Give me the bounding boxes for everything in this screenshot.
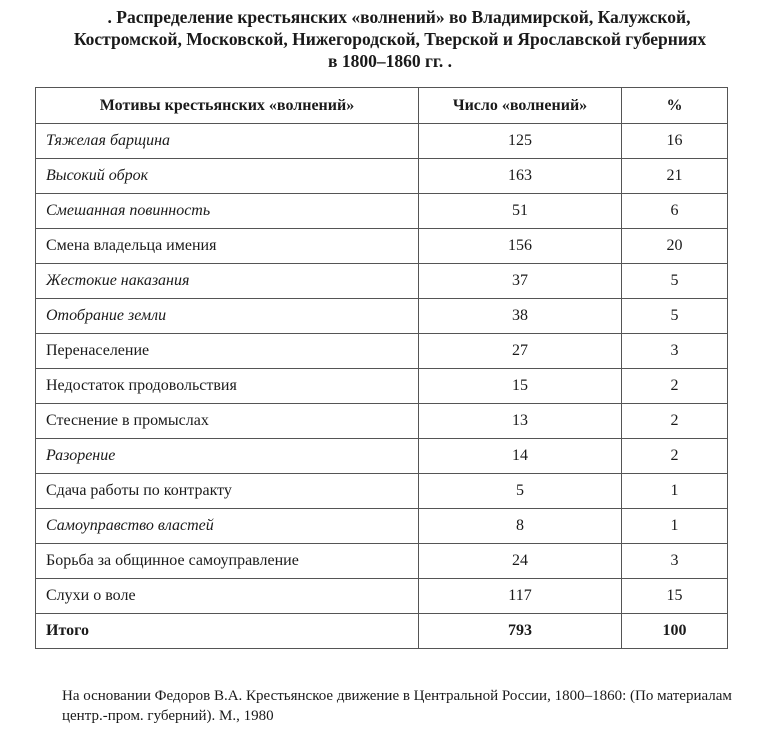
header-row (36, 88, 728, 124)
motive-cell: Борьба за общинное самоуправление (36, 544, 419, 579)
percent-cell: 1 (622, 474, 728, 509)
percent-cell: 21 (622, 159, 728, 194)
header-count: Число «волнений» (419, 88, 622, 124)
table-row (36, 159, 728, 194)
count-cell: 117 (419, 579, 622, 614)
count-cell: 8 (419, 509, 622, 544)
source-note: На основании Федоров В.А. Крестьянское движение в Центральной России, 1800–1860: (По материалам центр.-пром. губерний). М., 1980 (62, 688, 732, 724)
count-cell: 27 (419, 334, 622, 369)
table-row (36, 369, 728, 404)
percent-cell: 16 (622, 124, 728, 159)
motive-cell: Жестокие наказания (36, 264, 419, 299)
table-row (36, 474, 728, 509)
motive-cell: Смена владельца имения (36, 229, 419, 264)
table-row (36, 334, 728, 369)
header-motives: Мотивы крестьянских «волнений» (36, 88, 419, 124)
percent-cell: 3 (622, 544, 728, 579)
motive-cell: Сдача работы по контракту (36, 474, 419, 509)
table-row (36, 229, 728, 264)
count-cell: 14 (419, 439, 622, 474)
percent-cell: 15 (622, 579, 728, 614)
unrest-table (35, 87, 728, 649)
table-row (36, 439, 728, 474)
percent-cell: 3 (622, 334, 728, 369)
motive-cell: Недостаток продовольствия (36, 369, 419, 404)
percent-cell: 2 (622, 439, 728, 474)
motive-cell: Высокий оброк (36, 159, 419, 194)
table-row (36, 404, 728, 439)
percent-cell: 5 (622, 299, 728, 334)
percent-cell: 2 (622, 404, 728, 439)
header-percent: % (622, 88, 728, 124)
motive-cell: Разорение (36, 439, 419, 474)
count-cell: 125 (419, 124, 622, 159)
total-percent-cell: 100 (622, 614, 728, 649)
table-title (40, 6, 740, 72)
total-label-cell: Итого (36, 614, 419, 649)
percent-cell: 2 (622, 369, 728, 404)
motive-cell: Стеснение в промыслах (36, 404, 419, 439)
table-row (36, 299, 728, 334)
motive-cell: Тяжелая барщина (36, 124, 419, 159)
count-cell: 38 (419, 299, 622, 334)
percent-cell: 1 (622, 509, 728, 544)
title-line-3: в 1800–1860 гг. . (328, 51, 452, 71)
count-cell: 37 (419, 264, 622, 299)
table-row (36, 579, 728, 614)
percent-cell: 6 (622, 194, 728, 229)
motive-cell: Слухи о воле (36, 579, 419, 614)
motive-cell: Смешанная повинность (36, 194, 419, 229)
table-row (36, 509, 728, 544)
percent-cell: 5 (622, 264, 728, 299)
title-line-2: Костромской, Московской, Нижегородской, Тверской и Ярославской губерниях (73, 29, 707, 49)
motive-cell: Отобрание земли (36, 299, 419, 334)
motive-cell: Перенаселение (36, 334, 419, 369)
count-cell: 163 (419, 159, 622, 194)
count-cell: 156 (419, 229, 622, 264)
count-cell: 24 (419, 544, 622, 579)
count-cell: 15 (419, 369, 622, 404)
table-row (36, 544, 728, 579)
count-cell: 51 (419, 194, 622, 229)
total-row (36, 614, 728, 649)
percent-cell: 20 (622, 229, 728, 264)
count-cell: 13 (419, 404, 622, 439)
table-row (36, 264, 728, 299)
table-row (36, 124, 728, 159)
title-line-1: . Распределение крестьянских «волнений» во Владимирской, Калужской, (107, 7, 691, 27)
motive-cell: Самоуправство властей (36, 509, 419, 544)
total-count-cell: 793 (419, 614, 622, 649)
table-row (36, 194, 728, 229)
count-cell: 5 (419, 474, 622, 509)
